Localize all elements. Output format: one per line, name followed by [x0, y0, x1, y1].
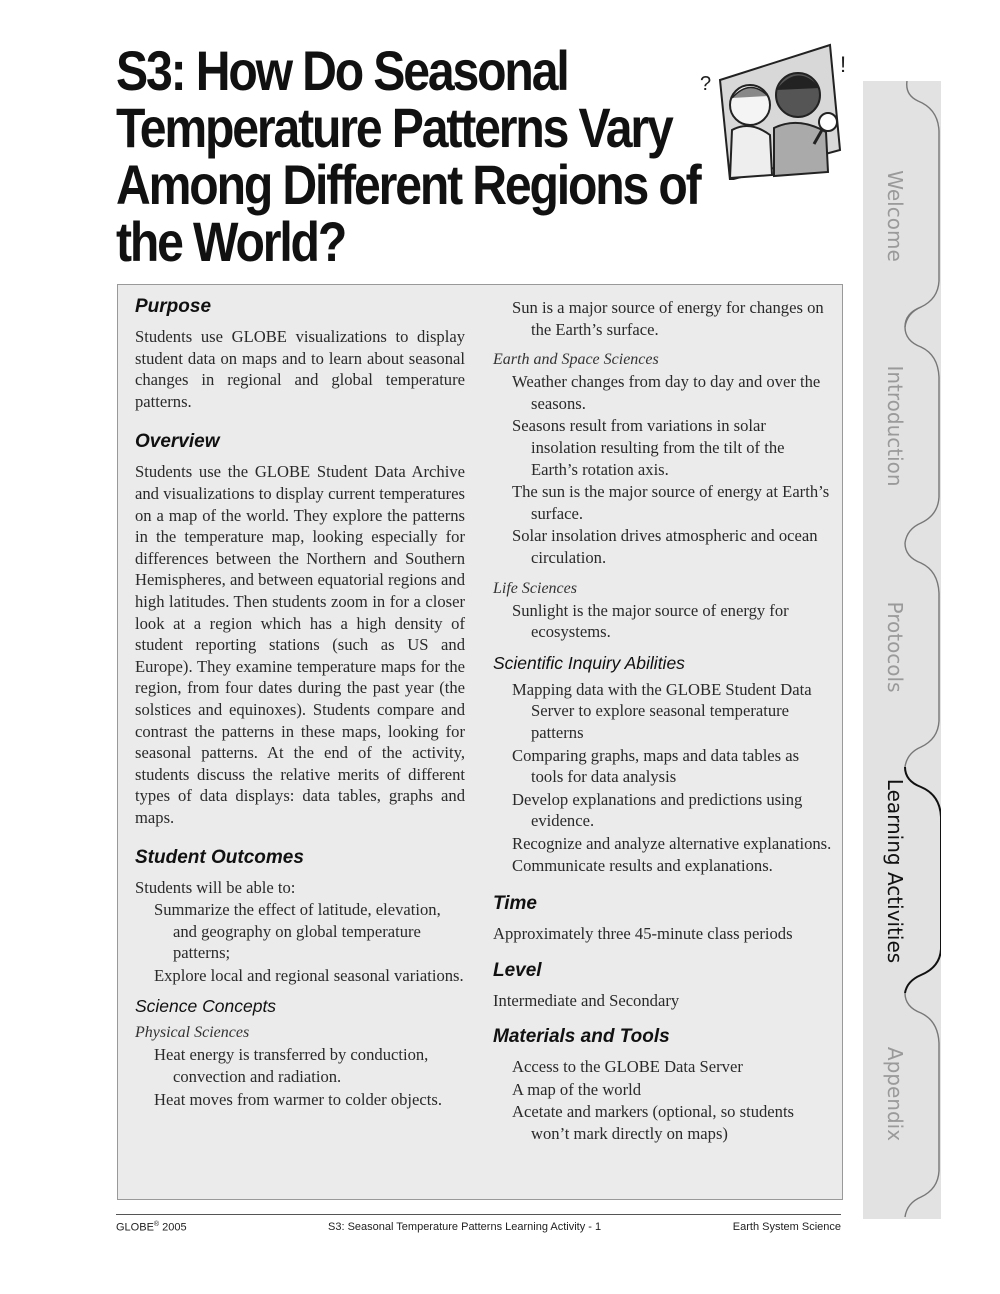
tab-label: Appendix — [883, 1046, 907, 1142]
material-item: Acetate and markers (optional, so students won’t mark directly on maps) — [512, 1102, 795, 1144]
tab-label: Welcome — [883, 170, 907, 262]
level-heading: Level — [493, 959, 542, 981]
life-sciences-label: Life Sciences — [493, 579, 577, 597]
outcomes-intro: Students will be able to: — [135, 878, 296, 898]
concepts-heading: Science Concepts — [135, 996, 277, 1017]
inquiry-item: Comparing graphs, maps and data tables as tools for data analysis — [512, 745, 800, 787]
activity-summary-box — [117, 284, 843, 1200]
time-text: Approximately three 45-minute class periods — [493, 924, 793, 944]
outcome-item: Summarize the effect of latitude, elevation, and geography on global temperature patterns; — [154, 900, 441, 963]
right-column — [493, 297, 833, 1146]
material-item: A map of the world — [512, 1079, 642, 1099]
inquiry-item: Communicate results and explanations. — [512, 856, 773, 876]
concept-item: Sun is a major source of energy for changes on the Earth’s surface. — [512, 298, 824, 339]
section-tabs — [863, 81, 941, 1219]
concept-item: Heat moves from warmer to colder objects. — [154, 1089, 442, 1109]
earth-sciences-label: Earth and Space Sciences — [493, 351, 659, 369]
physical-sciences-label: Physical Sciences — [135, 1024, 250, 1042]
time-heading: Time — [493, 893, 538, 915]
overview-text: Students use the GLOBE Student Data Archive and visualizations to display current temperatures on a map of the world. They explore the patterns in the temperature map, looking especially for differences between the Northern and Southern Hemispheres, and between equatorial regions and high latitudes. Then students zoom in for a closer look at a region which has a high density of student reporting stations (such as US and Europe). They examine temperature maps for the region, from four dates during the past year (the solstices and equinoxes). Students compare and contrast the patterns in these maps, looking for seasonal patterns. At the end of the activity, students discuss the relative merits of different types of data displays: data tables, graphs and maps. — [135, 462, 465, 827]
concept-item: Sunlight is the major source of energy for ecosystems. — [512, 600, 789, 642]
page-title: S3: How Do Seasonal Temperature Patterns Vary Among Different Regions of the World? — [116, 39, 700, 273]
outcome-item: Explore local and regional seasonal variations. — [154, 965, 464, 985]
tab-label: Introduction — [883, 365, 907, 487]
purpose-heading: Purpose — [135, 296, 212, 317]
overview-heading: Overview — [135, 431, 220, 453]
tab-label: Learning Activities — [883, 778, 907, 964]
footer-center: S3: Seasonal Temperature Patterns Learning Activity - 1 — [328, 1221, 602, 1233]
inquiry-heading: Scientific Inquiry Abilities — [493, 652, 685, 673]
purpose-text: Students use GLOBE visualizations to display student data on maps and to learn about seasonal changes in regional and global temperature patterns. — [135, 327, 465, 411]
left-column — [135, 295, 465, 1111]
concept-item: Solar insolation drives atmospheric and ocean circulation. — [512, 526, 818, 567]
tab-label: Protocols — [883, 601, 907, 693]
concept-item: Seasons result from variations in solar insolation resulting from the tilt of the Earth’s rotation axis. — [512, 416, 785, 479]
materials-heading: Materials and Tools — [493, 1026, 670, 1048]
outcomes-heading: Student Outcomes — [135, 847, 304, 869]
page-footer — [116, 1214, 841, 1234]
concept-item: Heat energy is transferred by conduction, convection and radiation. — [154, 1045, 429, 1087]
material-item: Access to the GLOBE Data Server — [512, 1057, 743, 1077]
footer-right: Earth System Science — [732, 1221, 841, 1233]
svg-text:!: ! — [840, 52, 847, 77]
inquiry-item: Recognize and analyze alternative explanations. — [512, 833, 832, 853]
svg-text:?: ? — [700, 73, 712, 95]
concept-item: Weather changes from day to day and over the seasons. — [512, 372, 821, 413]
inquiry-item: Mapping data with the GLOBE Student Data Server to explore seasonal temperature patterns — [512, 679, 812, 742]
footer-left: GLOBE® 2005 — [116, 1221, 187, 1234]
students-illustration — [690, 40, 860, 180]
inquiry-item: Develop explanations and predictions using evidence. — [512, 789, 803, 831]
concept-item: The sun is the major source of energy at Earth’s surface. — [512, 482, 830, 523]
level-text: Intermediate and Secondary — [493, 990, 680, 1010]
